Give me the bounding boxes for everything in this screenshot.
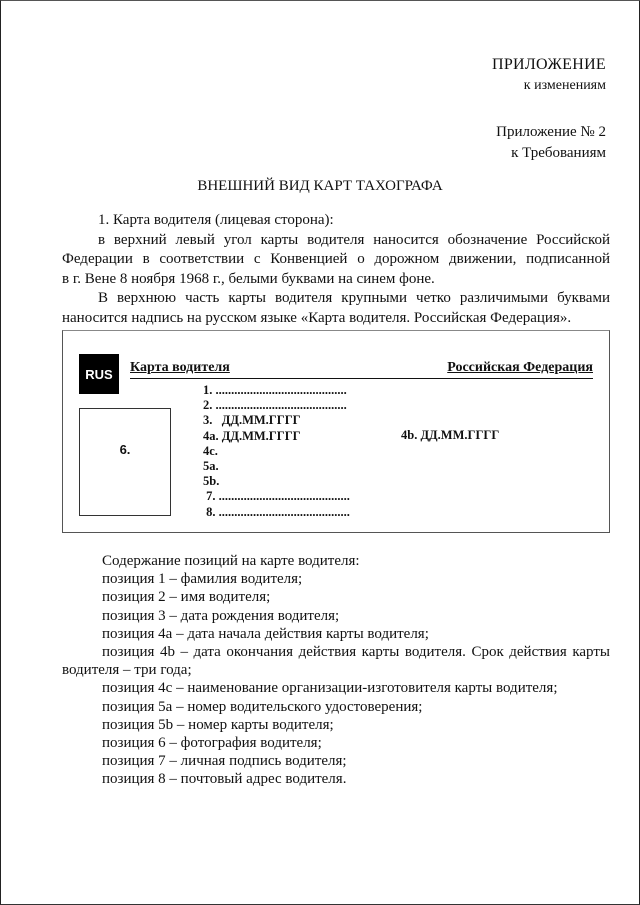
list-item: позиция 4c – наименование организации-изготовителя карты водителя; bbox=[102, 680, 558, 697]
list-item: позиция 3 – дата рождения водителя; bbox=[102, 607, 340, 624]
driver-card-diagram bbox=[62, 330, 610, 533]
field-5a: 5a. bbox=[203, 458, 219, 473]
list-item: позиция 5b – номер карты водителя; bbox=[102, 716, 334, 733]
card-title-right: Российская Федерация bbox=[447, 360, 593, 375]
field-5b: 5b. bbox=[203, 474, 220, 489]
field-2: 2. .......................................... bbox=[203, 398, 347, 413]
list-item: позиция 5a – номер водительского удостоверения; bbox=[102, 698, 423, 715]
paragraph1-line1: в верхний левый угол карты водителя наносится обозначение Российской bbox=[98, 231, 610, 248]
list-item: позиция 4a – дата начала действия карты водителя; bbox=[102, 625, 429, 642]
list-item: позиция 2 – имя водителя; bbox=[102, 589, 271, 606]
document-title: ВНЕШНИЙ ВИД КАРТ ТАХОГРАФА bbox=[197, 178, 443, 194]
field-3: 3. ДД.ММ.ГГГГ bbox=[203, 413, 301, 428]
paragraph2-line2: наносится надпись на русском языке «Карта водителя. Российская Федерация». bbox=[62, 309, 572, 326]
country-code-badge: RUS bbox=[79, 354, 119, 394]
field-4b: 4b. ДД.ММ.ГГГГ bbox=[401, 428, 500, 442]
list-item: позиция 4b – дата окончания действия карты водителя. Срок действия карты bbox=[102, 644, 610, 661]
paragraph1-line2: Федерации в соответствии с Конвенцией о дорожном движении, подписанной bbox=[62, 251, 610, 267]
photo-placeholder bbox=[79, 408, 171, 516]
intro-text bbox=[62, 211, 610, 328]
field-1: 1. .......................................... bbox=[203, 383, 347, 397]
appendix-subtitle: к Требованиям bbox=[511, 145, 606, 161]
field-4a: 4a. ДД.ММ.ГГГГ bbox=[203, 428, 301, 443]
card-title-underline bbox=[130, 360, 593, 379]
list-item: позиция 7 – личная подпись водителя; bbox=[102, 753, 347, 770]
annex-subtitle: к изменениям bbox=[523, 78, 606, 93]
list-item: позиция 1 – фамилия водителя; bbox=[102, 571, 303, 588]
card-title-left: Карта водителя bbox=[130, 360, 230, 375]
positions-heading: Содержание позиций на карте водителя: bbox=[102, 553, 360, 569]
section-heading: 1. Карта водителя (лицевая сторона): bbox=[98, 212, 334, 228]
photo-label: 6. bbox=[119, 442, 131, 457]
paragraph2-line1: В верхнюю часть карты водителя крупными четко различимыми буквами bbox=[98, 290, 610, 306]
positions-list bbox=[62, 552, 610, 789]
field-7: 7. .......................................... bbox=[203, 489, 350, 504]
list-item: позиция 6 – фотография водителя; bbox=[102, 735, 322, 752]
field-4c: 4c. bbox=[203, 443, 218, 458]
field-8: 8. .......................................... bbox=[203, 504, 350, 519]
appendix-title: Приложение № 2 bbox=[496, 124, 606, 140]
paragraph1-line3: в г. Вене 8 ноября 1968 г., белыми буквами на синем фоне. bbox=[62, 270, 435, 287]
card-fields bbox=[203, 383, 350, 520]
list-item: позиция 8 – почтовый адрес водителя. bbox=[102, 771, 347, 788]
list-item-continuation: водителя – три года; bbox=[62, 662, 192, 679]
annex-title: ПРИЛОЖЕНИЕ bbox=[491, 56, 606, 73]
